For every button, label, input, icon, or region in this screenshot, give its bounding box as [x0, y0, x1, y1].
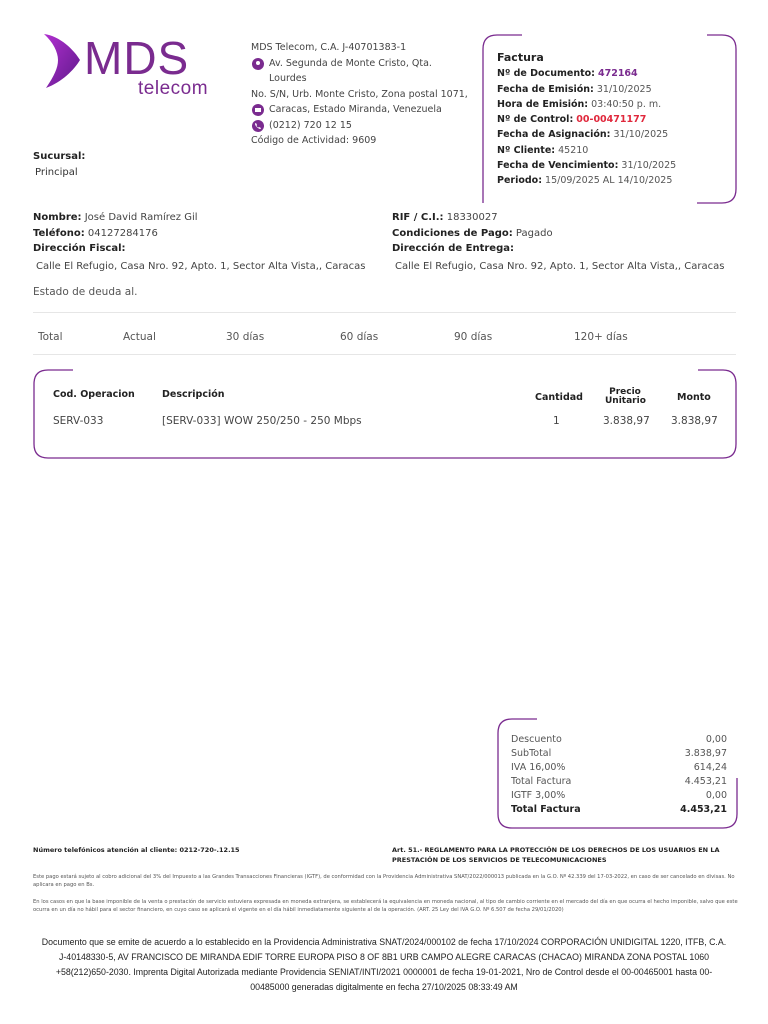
- col-price: Precio Unitario: [605, 387, 646, 406]
- client-info-right: RIF / C.I.: 18330027 Condiciones de Pago: Pagado Dirección de Entrega: Calle El Refugio, Casa Nro. 92, Apto. 1, Sector Alta Vista,, Caracas: [392, 210, 724, 274]
- payment-conditions: Pagado: [515, 227, 553, 239]
- totals-table: [511, 733, 727, 817]
- aging-30: 30 días: [226, 331, 265, 343]
- col-desc: Descripción: [162, 389, 225, 400]
- item-price: 3.838,97: [603, 415, 650, 427]
- aging-90: 90 días: [454, 331, 493, 343]
- issue-date: 31/10/2025: [596, 83, 652, 95]
- item-code: SERV-033: [53, 415, 104, 427]
- invoice-title: Factura: [497, 51, 544, 64]
- total-row-subtotal: SubTotal 3.838,97: [511, 748, 727, 759]
- branch-info: Sucursal: Principal: [33, 149, 85, 181]
- company-address: Av. Segunda de Monte Cristo, Qta. Lourdes: [251, 56, 471, 87]
- company-info: [251, 40, 471, 149]
- client-number: 45210: [558, 144, 589, 156]
- customer-service-phone: Número telefónicos atención al cliente: 0212-720-.12.15: [33, 846, 240, 854]
- location-pin-icon: [251, 58, 265, 70]
- company-address-line2: No. S/N, Urb. Monte Cristo, Zona postal 1071,: [251, 88, 468, 100]
- col-qty: Cantidad: [535, 392, 583, 403]
- total-row-grand: Total Factura 4.453,21: [511, 804, 727, 815]
- issue-time: 03:40:50 p. m.: [591, 98, 662, 110]
- delivery-address: Calle El Refugio, Casa Nro. 92, Apto. 1, Sector Alta Vista,, Caracas: [395, 260, 725, 272]
- aging-total: Total: [38, 331, 63, 343]
- divider: [33, 312, 736, 313]
- logo-subtext: telecom: [138, 78, 209, 99]
- branch-value: Principal: [35, 167, 78, 178]
- invoice-details: Factura Nº de Documento: 472164 Fecha de Emisión: 31/10/2025 Hora de Emisión: 03:40:50 p. m. Nº de Control: 00-00471177 Fecha de Asignación: 31/10/2025 Nº Cliente: 45210 Fecha de Vencimiento: 31/10/2025 Periodo: 15/09/2025 AL 14/10/2025: [497, 51, 677, 187]
- igtf-notice: Este pago estará sujeto al cobro adicional del 3% del Impuesto a las Grandes Transacciones Financieras (IGTF), de conformidad con la Providencia Administrativa SNAT/2022/000013 publicada en la G.O. Nº 42.339 del 17-03-2022, en caso de ser cancelado en divisas. No aplicara en pago en Bs.: [33, 874, 735, 888]
- client-name: José David Ramírez Gil: [84, 212, 198, 223]
- fiscal-address: Calle El Refugio, Casa Nro. 92, Apto. 1, Sector Alta Vista,, Caracas: [36, 260, 366, 272]
- company-address-line3: Caracas, Estado Miranda, Venezuela: [269, 104, 442, 115]
- aging-header: [38, 331, 738, 345]
- total-row-factura: Total Factura 4.453,21: [511, 776, 727, 787]
- col-amount: Monto: [677, 392, 711, 403]
- control-number: 00-00471177: [576, 114, 647, 126]
- item-desc: [SERV-033] WOW 250/250 - 250 Mbps: [162, 415, 362, 427]
- phone-icon: [251, 120, 265, 132]
- company-name: MDS Telecom, C.A. J-40701383-1: [251, 42, 407, 53]
- assignment-date: 31/10/2025: [613, 129, 669, 141]
- email-icon: [251, 104, 265, 116]
- divider: [33, 354, 736, 355]
- total-row-discount: Descuento 0,00: [511, 734, 727, 745]
- total-row-igtf: IGTF 3,00% 0,00: [511, 790, 727, 801]
- item-qty: 1: [553, 415, 560, 427]
- col-code: Cod. Operacion: [53, 389, 135, 400]
- items-box-border: [33, 369, 737, 459]
- item-amount: 3.838,97: [671, 415, 718, 427]
- client-phone: 04127284176: [87, 227, 158, 239]
- currency-notice: En los casos en que la base imponible de la venta o prestación de servicio estuviera expresada en moneda extranjera, se establecerá la equivalencia en moneda nacional, al tipo de cambio corriente en el mercado del día en que ocurra el hecho imponible, salvo que este ocurra en un día no hábil para el sector financiero, en cuyo caso se aplicará el vigente en el día hábil inmediatamente siguiente al de la operación. (ART. 25 Ley del IVA G.O. Nº 6.507 de fecha 29/01/2020): [33, 899, 738, 913]
- billing-period: 15/09/2025 AL 14/10/2025: [545, 175, 673, 187]
- company-logo: [40, 30, 230, 102]
- legal-footer: Documento que se emite de acuerdo a lo establecido en la Providencia Administrativa SNAT/2024/000102 de fecha 17/10/2024 CORPORACIÓN UNIDIGITAL 1220, ITFB, C.A. J-40148330-5, AV FRANCISCO DE MIRANDA EDIF TORRE EUROPA PISO 8 OF 8B1 URB CAMPO ALEGRE CARACAS (CHACAO) MIRANDA ZONA POSTAL 1060 +58(212)650-2030. Imprenta Digital Autorizada mediante Providencia SENIAT/INTI/2021 0000001 de fecha 19-01-2021, Nro de Control desde el 00-00465001 hasta 00-00485000 generadas digitalmente en fecha 27/10/2025 08:33:49 AM: [41, 937, 727, 992]
- total-row-iva: IVA 16,00% 614,24: [511, 762, 727, 773]
- debt-status-title: Estado de deuda al.: [33, 286, 138, 298]
- aging-120: 120+ días: [574, 331, 628, 343]
- client-rif: 18330027: [446, 212, 498, 223]
- aging-60: 60 días: [340, 331, 379, 343]
- due-date: 31/10/2025: [621, 160, 677, 172]
- client-info-left: Nombre: José David Ramírez Gil Teléfono: 04127284176 Dirección Fiscal: Calle El Refugio, Casa Nro. 92, Apto. 1, Sector Alta Vista,, Caracas: [33, 210, 365, 274]
- company-activity: Código de Actividad: 9609: [251, 135, 377, 146]
- document-number: 472164: [597, 68, 638, 80]
- aging-current: Actual: [123, 331, 156, 343]
- company-phone: (0212) 720 12 15: [269, 119, 352, 131]
- regulation-title: Art. 51.- REGLAMENTO PARA LA PROTECCIÓN DE LOS DERECHOS DE LOS USUARIOS EN LA PRESTACIÓN DE LOS SERVICIOS DE TELECOMUNICACIONES: [392, 846, 720, 864]
- svg-text:MDS: MDS: [84, 32, 190, 84]
